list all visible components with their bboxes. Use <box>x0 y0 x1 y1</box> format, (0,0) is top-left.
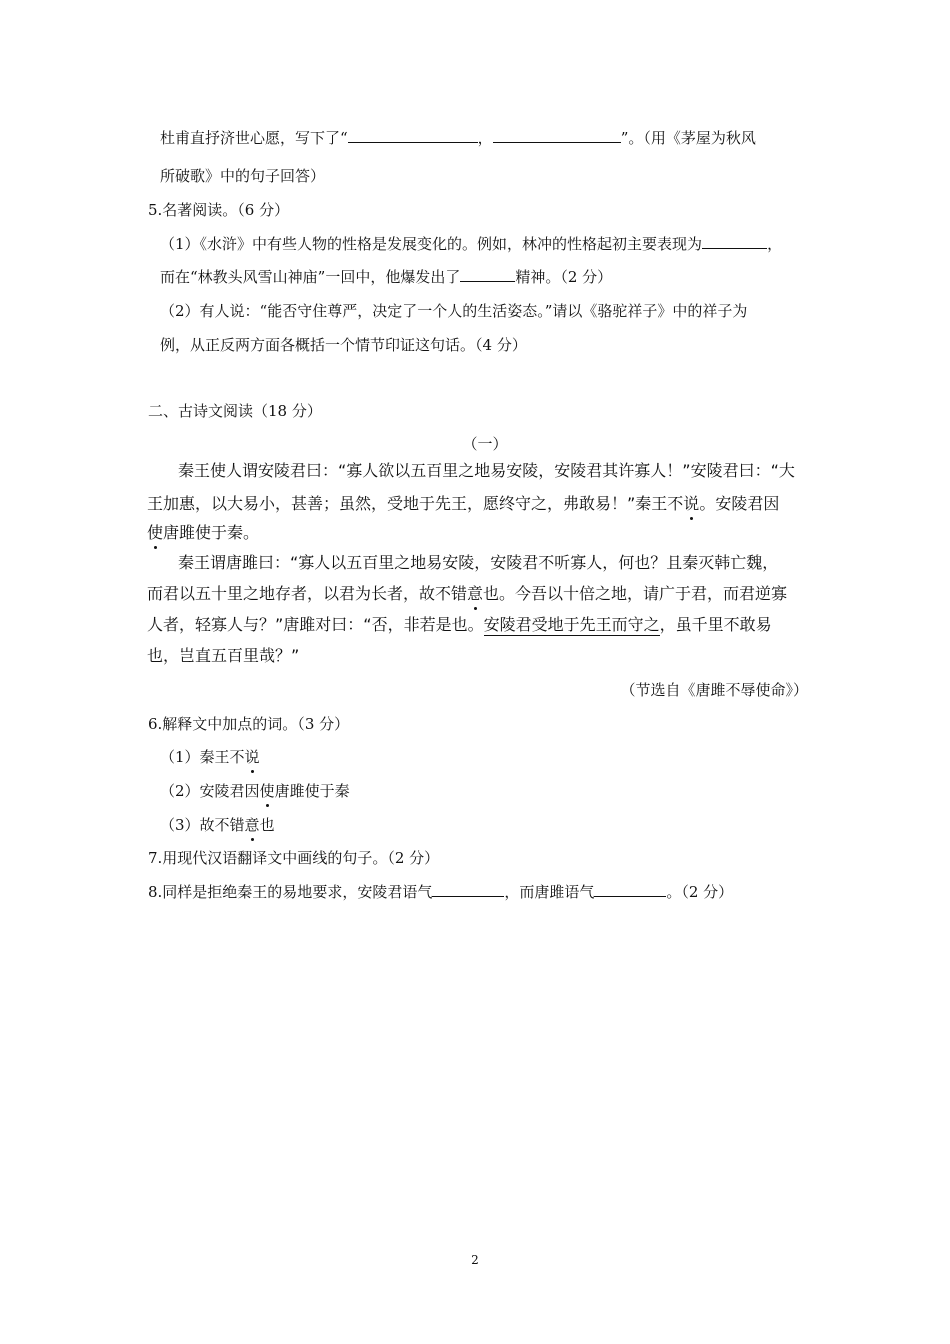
emphasis-dot-word: 意 <box>244 816 260 834</box>
emphasis-dot-word: 说 <box>683 494 700 513</box>
q4-text: ”。（用《茅屋为秋风 <box>620 129 756 147</box>
q5-sub1-line1 <box>160 234 782 254</box>
q6-title: 6.解释文中加点的词。（3 分） <box>148 715 350 733</box>
page-number: 2 <box>471 1253 479 1267</box>
q8 <box>148 882 733 902</box>
answer-blank[interactable] <box>432 882 504 897</box>
emphasis-dot-word: 说 <box>244 748 260 766</box>
section-subtitle: （一） <box>462 435 508 453</box>
passage-text: ，虽千里不敢易 <box>659 615 772 634</box>
q5-title: 5.名著阅读。（6 分） <box>148 201 290 219</box>
section-title: 二、古诗文阅读（18 分） <box>148 402 322 420</box>
underlined-sentence: 安陵君受地于先王而守之 <box>483 615 660 634</box>
passage-text: 王加惠，以大易小，甚善；虽然，受地于先王，愿终守之，弗敢易！”秦王不 <box>147 494 684 513</box>
passage-p1-line2 <box>147 494 779 514</box>
q5-sub1-line2 <box>160 267 612 287</box>
q5-sub2-line2: 例，从正反两方面各概括一个情节印证这句话。（4 分） <box>160 336 527 354</box>
passage-p2-line3 <box>147 615 772 635</box>
q6-text: （3）故不错 <box>160 816 245 834</box>
passage-text: 人者，轻寡人与？”唐雎对曰：“否，非若是也。 <box>147 615 484 634</box>
answer-blank[interactable] <box>594 882 666 897</box>
q4-comma: ， <box>477 129 493 147</box>
q5-text: 精神。（2 分） <box>515 268 613 286</box>
emphasis-dot-word: 使 <box>147 523 164 542</box>
q8-text: 。（2 分） <box>666 883 734 901</box>
q6-item-1 <box>160 747 260 767</box>
answer-blank[interactable] <box>702 234 767 249</box>
passage-p2-line2 <box>147 584 787 604</box>
answer-blank[interactable] <box>460 267 515 282</box>
emphasis-dot-word: 使 <box>259 782 275 800</box>
passage-p2-line1: 秦王谓唐雎曰：“寡人以五百里之地易安陵，安陵君不听寡人，何也？且秦灭韩亡魏， <box>178 553 779 572</box>
q7: 7.用现代汉语翻译文中画线的句子。（2 分） <box>148 849 440 867</box>
q4-text: 杜甫直抒济世心愿，写下了“ <box>160 129 348 147</box>
q6-item-2 <box>160 781 350 801</box>
passage-source: （节选自《唐雎不辱使命》） <box>620 681 808 699</box>
answer-blank[interactable] <box>493 128 621 143</box>
passage-text: 唐雎使于秦。 <box>163 523 260 542</box>
q5-text: 而在“林教头风雪山神庙”一回中，他爆发出了 <box>160 268 461 286</box>
q5-comma: ， <box>767 235 783 253</box>
q6-item-3 <box>160 815 275 835</box>
answer-blank[interactable] <box>348 128 478 143</box>
q6-text: （1）秦王不 <box>160 748 245 766</box>
q5-text: （1）《水浒》中有些人物的性格是发展变化的。例如，林冲的性格起初主要表现为 <box>160 235 703 253</box>
q5-sub2-line1: （2）有人说：“能否守住尊严，决定了一个人的生活姿态。”请以《骆驼祥子》中的祥子为 <box>160 302 748 320</box>
q6-text: 唐雎使于秦 <box>274 782 350 800</box>
q6-text: 也 <box>259 816 275 834</box>
passage-text: 而君以五十里之地存者，以君为长者，故不错 <box>147 584 468 603</box>
emphasis-dot-word: 意 <box>467 584 484 603</box>
passage-p2-line4: 也，岂直五百里哉？” <box>147 646 300 665</box>
passage-p1-line1: 秦王使人谓安陵君曰：“寡人欲以五百里之地易安陵，安陵君其许寡人！”安陵君曰：“大 <box>178 461 795 480</box>
q4-line-2: 所破歌》中的句子回答） <box>160 167 326 185</box>
q8-text: 8.同样是拒绝秦王的易地要求，安陵君语气 <box>148 883 433 901</box>
q4-line-1 <box>160 128 756 148</box>
passage-text: 。安陵君因 <box>699 494 780 513</box>
passage-text: 也。今吾以十倍之地，请广于君，而君逆寡 <box>483 584 788 603</box>
q6-text: （2）安陵君因 <box>160 782 260 800</box>
passage-p1-line3 <box>147 523 259 543</box>
q8-text: ，而唐雎语气 <box>504 883 595 901</box>
